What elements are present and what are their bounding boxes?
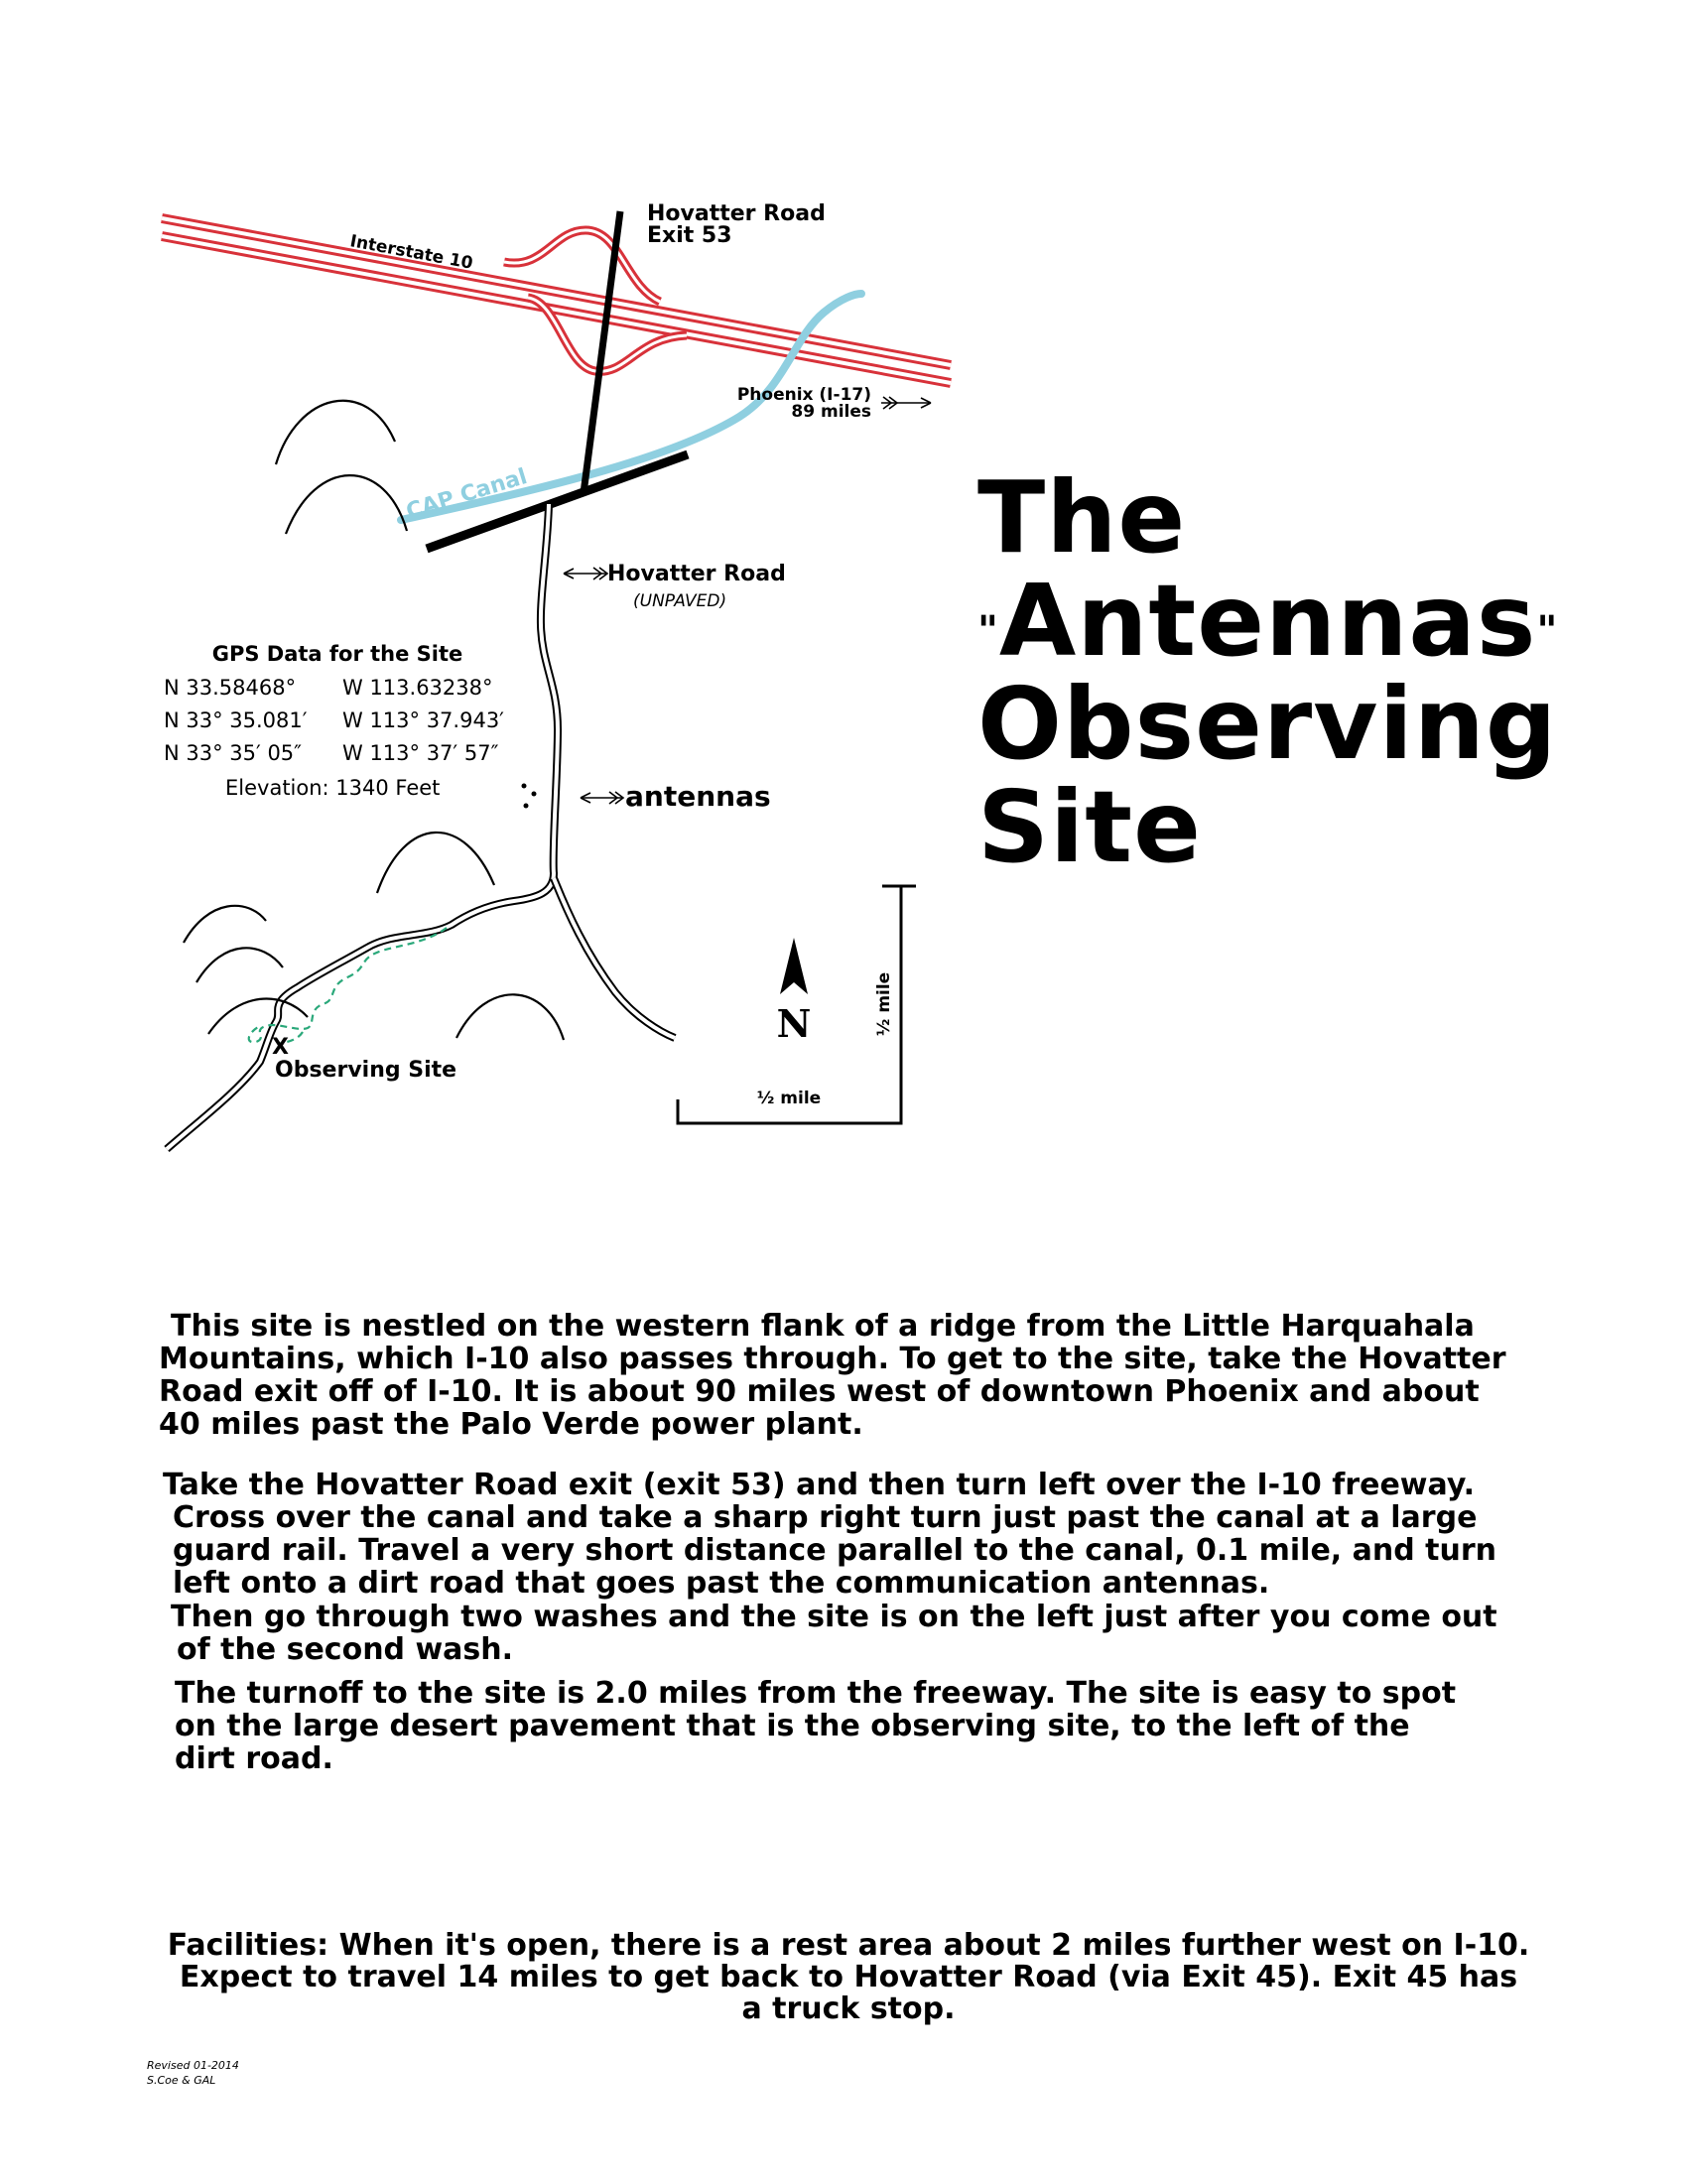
title-antennas: Antennas (998, 563, 1537, 679)
title-line-1: The (977, 459, 1187, 576)
facilities-line: Expect to travel 14 miles to get back to Hovatter Road (via Exit 45). Exit 45 has (179, 1960, 1518, 1994)
gps-lat-0: N 33.58468° (164, 676, 297, 700)
p2-line: Cross over the canal and take a sharp right turn just past the canal at a large (173, 1500, 1478, 1535)
road-label: Hovatter Road (607, 562, 786, 586)
north-label: N (776, 1001, 812, 1046)
p4-line: The turnoff to the site is 2.0 miles from the freeway. The site is easy to spot (175, 1676, 1457, 1711)
p1-line: This site is nestled on the western flank of a ridge from the Little Harquahala (171, 1309, 1475, 1344)
gps-lat-1: N 33° 35.081′ (164, 708, 308, 732)
interstate-label: Interstate 10 (348, 231, 475, 274)
p1-line: Mountains, which I-10 also passes through. To get to the site, take the Hovatter (159, 1342, 1506, 1376)
revision-authors: S.Coe & GAL (147, 2074, 216, 2087)
description-paragraph-4 (175, 1677, 1456, 1775)
p3-line: Then go through two washes and the site is on the left just after you come out (171, 1600, 1497, 1634)
p2-line: guard rail. Travel a very short distance parallel to the canal, 0.1 mile, and turn (173, 1533, 1497, 1568)
north-arrow-icon (780, 938, 808, 994)
gps-elevation: Elevation: 1340 Feet (225, 776, 441, 800)
label-arrows (564, 397, 931, 804)
hovatter-road-paved (584, 211, 620, 493)
p1-line: Road exit off of I-10. It is about 90 miles west of downtown Phoenix and about (159, 1374, 1480, 1409)
description-paragraph-1 (159, 1309, 1506, 1442)
p2-line: left onto a dirt road that goes past the communication antennas. (173, 1566, 1270, 1601)
facilities-note (119, 1930, 1578, 2025)
title-quote-close: " (1536, 608, 1559, 654)
title-line-2 (977, 563, 1559, 679)
phoenix-label-line1: Phoenix (I-17) (736, 385, 871, 405)
p3-line: of the second wash. (177, 1632, 514, 1667)
p4-line: dirt road. (175, 1741, 333, 1776)
description-paragraph-3 (171, 1601, 1497, 1666)
p2-line: Take the Hovatter Road exit (exit 53) and then turn left over the I-10 freeway. (163, 1468, 1476, 1502)
hovatter-road-unpaved (167, 504, 675, 1149)
phoenix-label-line2: 89 miles (791, 402, 871, 422)
title-line-4: Site (977, 769, 1202, 885)
scale-horizontal-label: ½ mile (756, 1089, 822, 1108)
gps-lon-1: W 113° 37.943′ (342, 708, 504, 732)
facilities-line: a truck stop. (741, 1991, 956, 2026)
revision-date: Revised 01-2014 (147, 2059, 239, 2072)
canal-label: CAP Canal (403, 463, 531, 525)
exit-label-line2: Exit 53 (647, 223, 732, 248)
gps-title: GPS Data for the Site (211, 642, 463, 666)
antennas-marker (522, 784, 537, 809)
p4-line: on the large desert pavement that is the observing site, to the left of the (175, 1709, 1410, 1743)
title-line-3: Observing (977, 666, 1558, 782)
site-label: Observing Site (275, 1058, 457, 1083)
antennas-label: antennas (625, 780, 771, 813)
gps-lon-2: W 113° 37′ 57″ (342, 741, 499, 765)
exit-label-line1: Hovatter Road (647, 201, 826, 226)
scale-vertical-label: ½ mile (874, 971, 894, 1037)
description-paragraph-2 (163, 1469, 1496, 1600)
revision-note (147, 2058, 239, 2088)
title-quote-open: " (977, 608, 999, 654)
unpaved-label: (UNPAVED) (633, 591, 727, 611)
page-title (977, 459, 1559, 885)
gps-lon-0: W 113.63238° (342, 676, 493, 700)
p1-line: 40 miles past the Palo Verde power plant. (159, 1407, 863, 1442)
site-marker: X (272, 1035, 289, 1060)
facilities-line: Facilities: When it's open, there is a rest area about 2 miles further west on I-10. (167, 1928, 1530, 1963)
gps-lat-2: N 33° 35′ 05″ (164, 741, 303, 765)
gps-data (164, 642, 504, 800)
